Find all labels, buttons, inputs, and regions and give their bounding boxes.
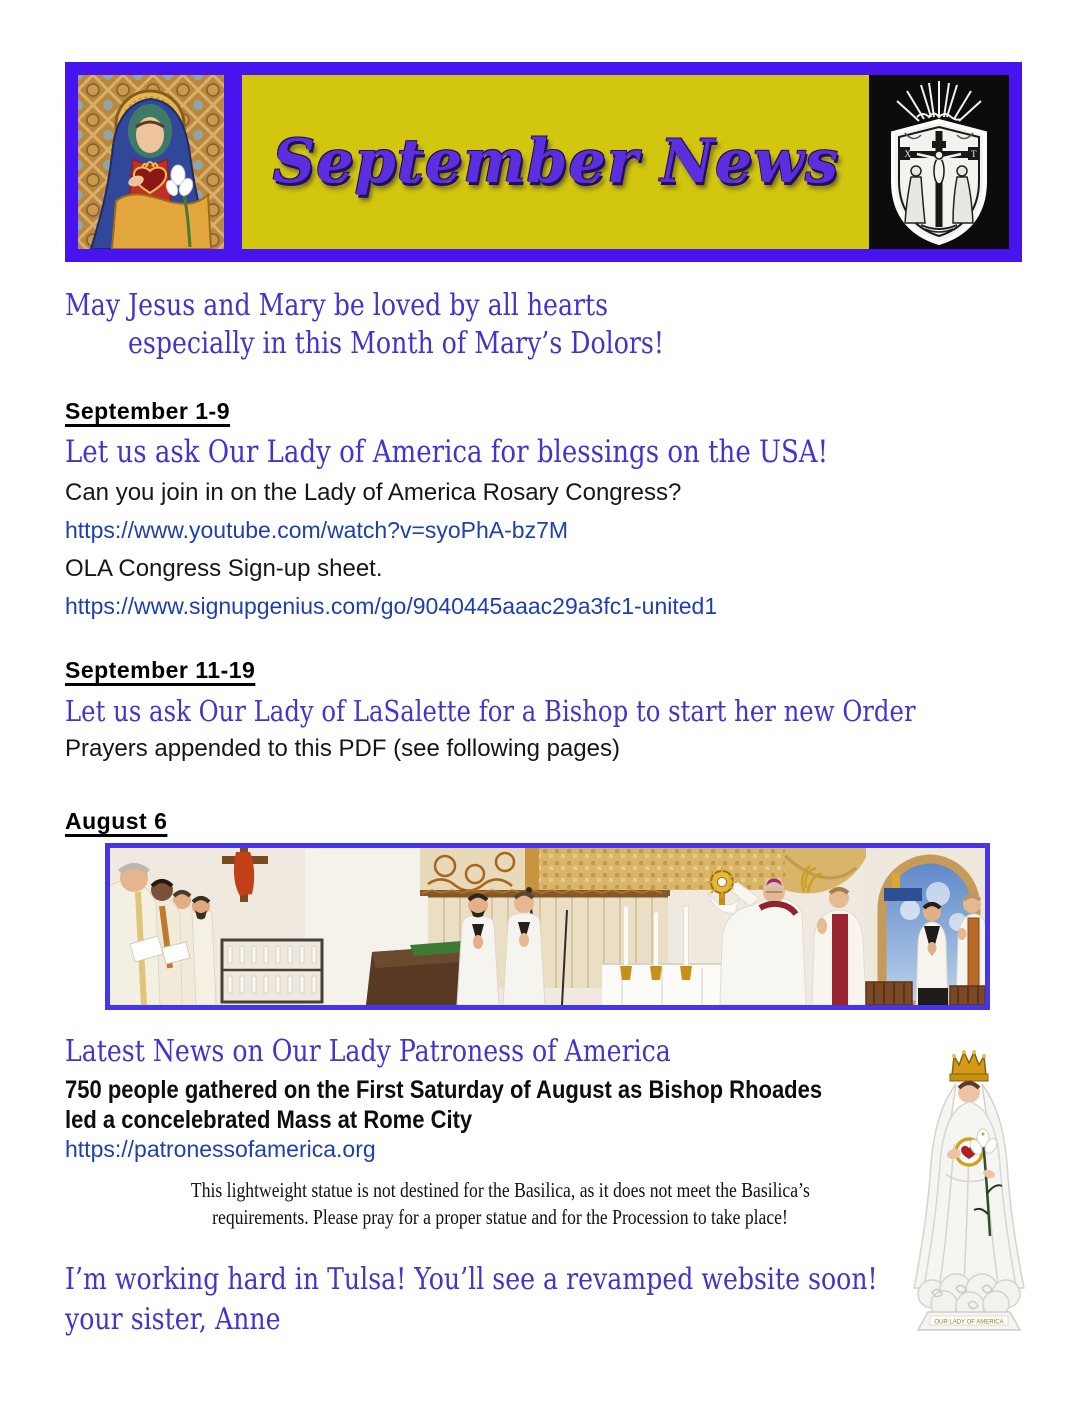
- patronessofamerica-link[interactable]: https://patronessofamerica.org: [65, 1136, 376, 1162]
- newsletter-banner: [65, 62, 1022, 262]
- our-lady-of-america-statue: [888, 1044, 1052, 1340]
- signoff-line-1: I’m working hard in Tulsa! You’ll see a revamped website soon!: [65, 1262, 878, 1297]
- section-date-sep-1-9: September 1-9: [65, 398, 231, 424]
- statue-base-text: OUR LADY OF AMERICA: [934, 1319, 1004, 1326]
- statue-note-line-2: requirements. Please pray for a proper statue and for the Procession to take place!: [212, 1205, 788, 1229]
- latest-news-bold-line-2: led a concelebrated Mass at Rome City: [65, 1106, 473, 1134]
- newsletter-title: September News: [272, 127, 839, 197]
- banner-title-panel: [242, 75, 869, 249]
- svg-text:T: T: [971, 149, 977, 159]
- intro-line-2: especially in this Month of Mary’s Dolors!: [128, 326, 664, 361]
- immaculate-heart-of-mary-icon: [78, 75, 224, 249]
- section-heading-sep-11-19: Let us ask Our Lady of LaSalette for a Bishop to start her new Order: [65, 694, 916, 728]
- sep-1-9-body-2: OLA Congress Sign-up sheet.: [65, 555, 383, 582]
- crucifixion-shield-icon: [869, 75, 1009, 249]
- statue-note-line-1: This lightweight statue is not destined for the Basilica, as it does not meet the Basilica’s: [190, 1178, 810, 1202]
- intro-line-1: May Jesus and Mary be loved by all hearts: [65, 288, 609, 323]
- signupgenius-link[interactable]: https://www.signupgenius.com/go/9040445aaac29a3fc1-united1: [65, 593, 718, 619]
- signoff-line-2: your sister, Anne: [65, 1302, 281, 1337]
- latest-news-heading: Latest News on Our Lady Patroness of America: [65, 1034, 671, 1069]
- sep-1-9-body-1: Can you join in on the Lady of America Rosary Congress?: [65, 479, 682, 506]
- concelebrated-mass-photo: [105, 843, 990, 1010]
- latest-news-bold-line-1: 750 people gathered on the First Saturday of August as Bishop Rhoades: [65, 1076, 823, 1104]
- youtube-link[interactable]: https://www.youtube.com/watch?v=syoPhA-bz7M: [65, 517, 569, 543]
- section-heading-sep-1-9: Let us ask Our Lady of America for blessings on the USA!: [65, 434, 829, 470]
- section-date-aug-6: August 6: [65, 808, 168, 834]
- sep-11-19-body: Prayers appended to this PDF (see following pages): [65, 735, 620, 762]
- section-date-sep-11-19: September 11-19: [65, 657, 256, 683]
- svg-text:X: X: [904, 149, 911, 159]
